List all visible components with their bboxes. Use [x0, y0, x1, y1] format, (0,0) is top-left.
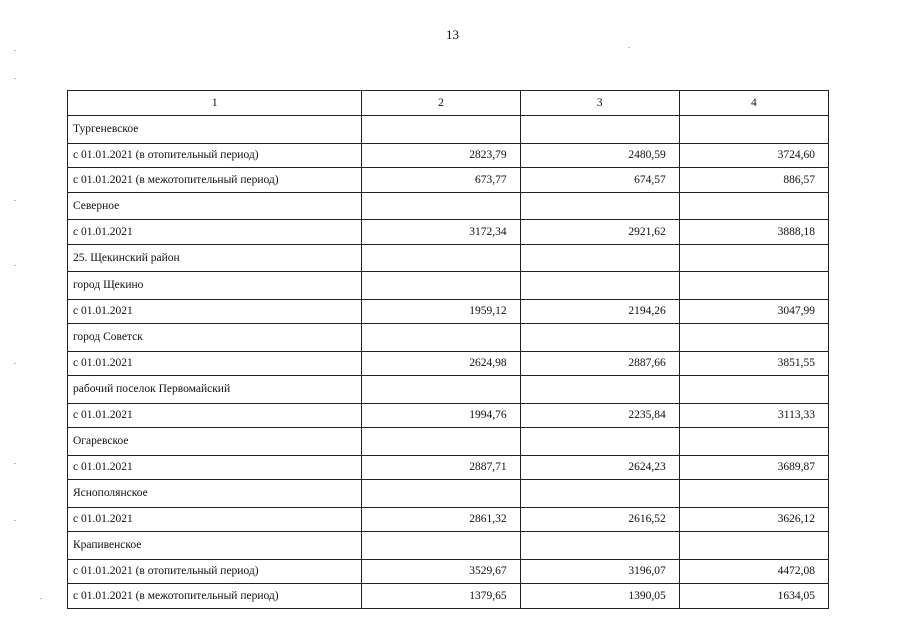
table-row	[68, 351, 829, 376]
value-cell	[679, 244, 828, 272]
table-row	[68, 299, 829, 324]
value-cell: 2194,26	[520, 299, 679, 324]
value-cell: 2921,62	[520, 220, 679, 245]
section-label: Крапивенское	[68, 532, 362, 560]
value-cell	[520, 272, 679, 300]
value-cell: 4472,08	[679, 559, 828, 584]
table-row	[68, 143, 829, 168]
section-label: Яснополянское	[68, 480, 362, 508]
row-label: с 01.01.2021 (в отопительный период)	[68, 143, 362, 168]
value-cell: 2823,79	[362, 143, 520, 168]
value-cell: 2887,71	[362, 455, 520, 480]
row-label: с 01.01.2021	[68, 220, 362, 245]
section-label: город Советск	[68, 324, 362, 352]
value-cell	[679, 324, 828, 352]
scan-artifact	[14, 520, 16, 521]
value-cell	[520, 244, 679, 272]
value-cell	[362, 116, 520, 144]
value-cell	[362, 192, 520, 220]
table-header-row	[68, 91, 829, 116]
value-cell	[520, 376, 679, 404]
scan-artifact	[14, 200, 16, 201]
value-cell	[520, 532, 679, 560]
section-label: город Щекино	[68, 272, 362, 300]
value-cell	[362, 428, 520, 456]
section-row	[68, 244, 829, 272]
value-cell	[362, 272, 520, 300]
value-cell	[679, 428, 828, 456]
value-cell: 3113,33	[679, 403, 828, 428]
section-row	[68, 480, 829, 508]
row-label: с 01.01.2021	[68, 351, 362, 376]
section-row	[68, 376, 829, 404]
value-cell: 3626,12	[679, 507, 828, 532]
value-cell: 2624,98	[362, 351, 520, 376]
table-row	[68, 168, 829, 193]
value-cell: 1994,76	[362, 403, 520, 428]
row-label: с 01.01.2021	[68, 403, 362, 428]
value-cell: 3689,87	[679, 455, 828, 480]
value-cell	[520, 116, 679, 144]
section-row	[68, 324, 829, 352]
value-cell: 3888,18	[679, 220, 828, 245]
table-row	[68, 455, 829, 480]
section-row	[68, 428, 829, 456]
scan-artifact	[14, 50, 16, 51]
value-cell: 1959,12	[362, 299, 520, 324]
page-number: 13	[446, 27, 459, 42]
column-header: 4	[679, 91, 828, 116]
value-cell	[520, 192, 679, 220]
section-row	[68, 272, 829, 300]
value-cell	[679, 480, 828, 508]
value-cell: 1379,65	[362, 584, 520, 609]
scan-artifact	[40, 598, 42, 599]
tariff-table	[67, 90, 829, 609]
section-row	[68, 192, 829, 220]
value-cell: 2624,23	[520, 455, 679, 480]
table-row	[68, 584, 829, 609]
scan-artifact	[14, 265, 16, 266]
value-cell: 2887,66	[520, 351, 679, 376]
scan-artifact	[14, 463, 16, 464]
value-cell	[362, 480, 520, 508]
section-label: рабочий поселок Первомайский	[68, 376, 362, 404]
value-cell: 2235,84	[520, 403, 679, 428]
value-cell	[679, 532, 828, 560]
section-row	[68, 116, 829, 144]
table-row	[68, 403, 829, 428]
column-header: 2	[362, 91, 520, 116]
table-row	[68, 559, 829, 584]
value-cell	[679, 116, 828, 144]
row-label: с 01.01.2021	[68, 507, 362, 532]
value-cell	[362, 244, 520, 272]
column-header: 1	[68, 91, 362, 116]
section-label: Северное	[68, 192, 362, 220]
value-cell: 3172,34	[362, 220, 520, 245]
value-cell	[679, 192, 828, 220]
value-cell	[679, 272, 828, 300]
value-cell	[520, 428, 679, 456]
value-cell	[362, 532, 520, 560]
section-label: Огаревское	[68, 428, 362, 456]
value-cell: 1390,05	[520, 584, 679, 609]
value-cell	[520, 480, 679, 508]
value-cell: 3851,55	[679, 351, 828, 376]
value-cell	[679, 376, 828, 404]
row-label: с 01.01.2021	[68, 299, 362, 324]
value-cell	[362, 324, 520, 352]
value-cell: 2861,32	[362, 507, 520, 532]
table-row	[68, 220, 829, 245]
column-header: 3	[520, 91, 679, 116]
section-label: Тургеневское	[68, 116, 362, 144]
section-label: 25. Щекинский район	[68, 244, 362, 272]
row-label: с 01.01.2021	[68, 455, 362, 480]
value-cell: 673,77	[362, 168, 520, 193]
row-label: с 01.01.2021 (в межотопительный период)	[68, 584, 362, 609]
row-label: с 01.01.2021 (в межотопительный период)	[68, 168, 362, 193]
value-cell	[520, 324, 679, 352]
value-cell: 3529,67	[362, 559, 520, 584]
value-cell: 886,57	[679, 168, 828, 193]
table-row	[68, 507, 829, 532]
value-cell: 674,57	[520, 168, 679, 193]
value-cell: 1634,05	[679, 584, 828, 609]
value-cell	[362, 376, 520, 404]
row-label: с 01.01.2021 (в отопительный период)	[68, 559, 362, 584]
value-cell: 3196,07	[520, 559, 679, 584]
scan-artifact	[14, 363, 16, 364]
value-cell: 2480,59	[520, 143, 679, 168]
value-cell: 3047,99	[679, 299, 828, 324]
scan-artifact	[628, 47, 630, 48]
value-cell: 3724,60	[679, 143, 828, 168]
section-row	[68, 532, 829, 560]
value-cell: 2616,52	[520, 507, 679, 532]
scan-artifact	[14, 78, 16, 79]
table-body	[68, 116, 829, 609]
